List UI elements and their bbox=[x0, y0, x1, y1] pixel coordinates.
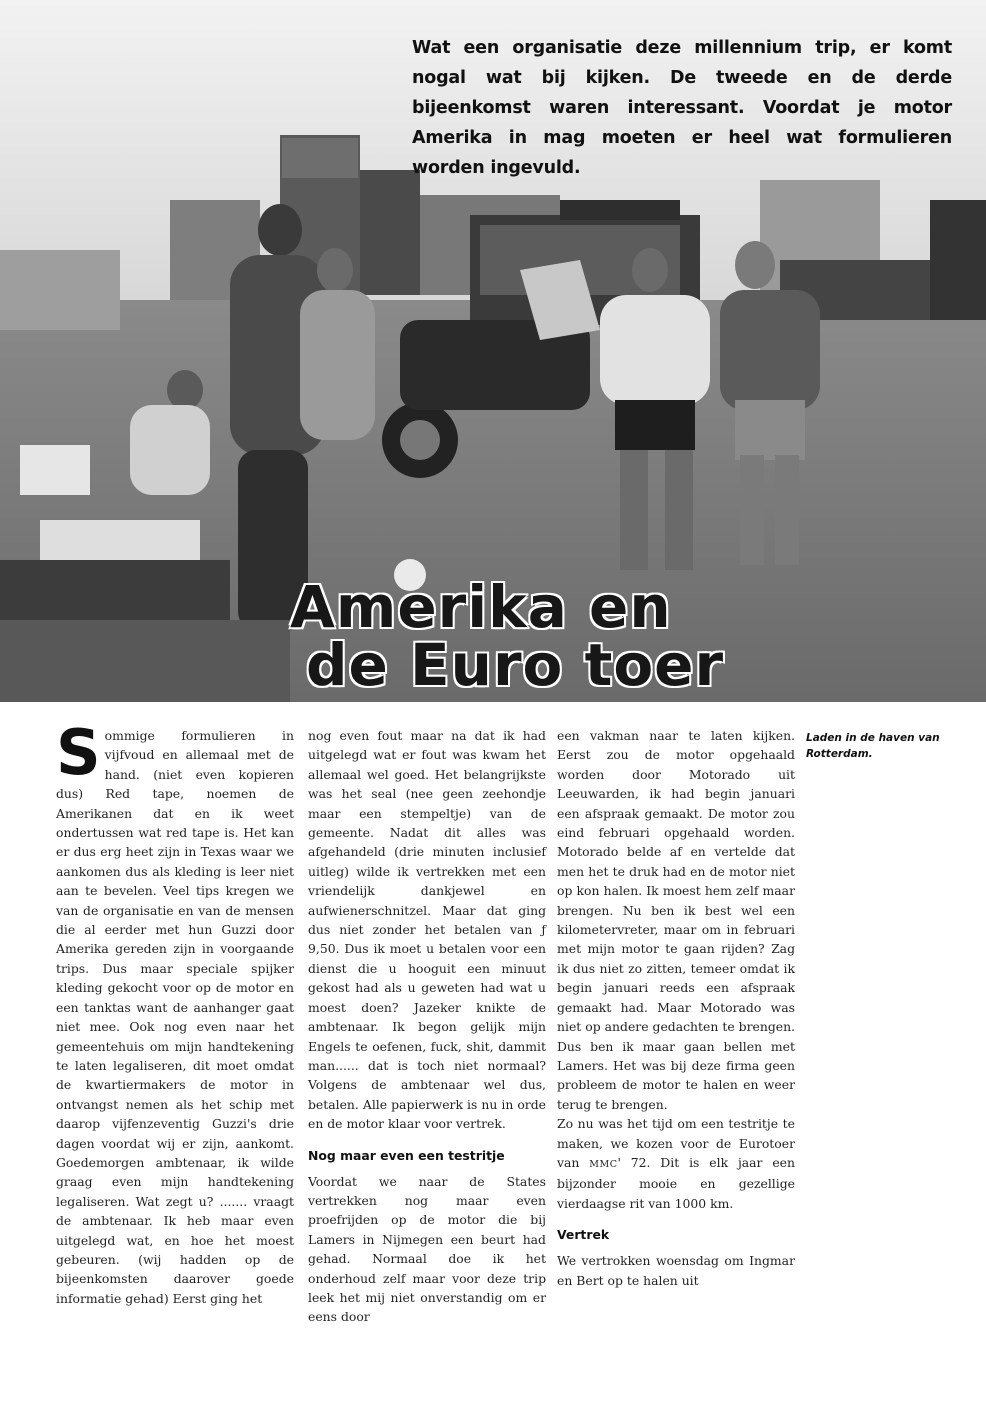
photo-caption: Laden in de haven van Rotterdam. bbox=[806, 732, 940, 760]
headline-line-1: Amerika en bbox=[290, 573, 672, 641]
article-column-2 bbox=[308, 726, 546, 1327]
intro-paragraph: Wat een organisatie deze millennium trip, er komt nogal wat bij kijken. De tweede en de derde bijeenkomst waren interessant. Voordat je motor Amerika in mag moeten er heel wat formulieren worden ingevuld. bbox=[412, 38, 952, 178]
article-column-1 bbox=[56, 716, 294, 1308]
headline-line-2: de Euro toer bbox=[306, 631, 725, 699]
club-abbreviation: MMC bbox=[589, 1158, 618, 1170]
subheading-vertrek: Vertrek bbox=[557, 1227, 610, 1243]
article-headline bbox=[290, 573, 790, 699]
article-column-3 bbox=[557, 726, 795, 1290]
drop-cap: S bbox=[56, 716, 101, 789]
column-3-paragraph-1: een vakman naar te laten kijken. Eerst zou de motor opgehaald worden door Motorado uit Leeuwarden, ik had begin januari een afspraak gemaakt. De motor zou eind februari opgehaald worden. Motorado belde af en vertelde dat men het te druk had en de motor niet op kon halen. Ik moest hem zelf maar brengen. Nu ben ik best wel een kilometervreter, maar om in februari met mijn motor te gaan rijden? Zag ik dus niet zo zitten, temeer omdat ik begin januari reeds een afspraak gemaakt had. Maar Motorado was niet op andere gedachten te brengen. Dus ben ik maar gaan bellen met Lamers. Het was bij deze firma geen probleem de motor te halen en weer terug te brengen. bbox=[557, 728, 795, 1112]
column-1-text: ommige formulieren in vijfvoud en allemaal met de hand. (niet even kopieren dus) Red tape, noemen de Amerikanen dat en ik weet ondertussen wat red tape is. Het kan er dus erg heet zijn in Texas waar we aankomen dus als kleding is leer niet aan te bevelen. Veel tips kregen we van de organisatie en van de mensen die al eerder met hun Guzzi door Amerika gereden zijn in voorgaande trips. Dus maar speciale spijker kleding gekocht voor op de motor en een tanktas want de aanhanger gaat niet mee. Ook nog even naar het gemeentehuis om mijn handtekening te laten legaliseren, dit moet omdat de kwartiermakers de motor in ontvangst nemen als het schip met daarop vijfenzeventig Guzzi's drie dagen voordat wij er zijn, aankomt. Goedemorgen ambtenaar, ik wilde graag even mijn handtekening legaliseren. Wat zegt u? ....... vraagt de ambtenaar. Ik heb maar even uitgelegd wat, en hoe het moest gebeuren. (wij hadden op de bijeenkomsten daarover goede informatie gehad) Eerst ging het bbox=[56, 728, 294, 1306]
column-1-paragraph bbox=[56, 716, 294, 1308]
column-3-text-2b: ' 72. Dit is elk jaar een bijzonder mooie en gezellige vierdaagse rit van 1000 km. bbox=[557, 1154, 795, 1211]
column-3-paragraph-3: We vertrokken woensdag om Ingmar en Bert op te halen uit bbox=[557, 1253, 795, 1288]
column-3-text-2a: Zo nu was het tijd om een testritje te maken, we kozen voor de Eurotoer van bbox=[557, 1116, 795, 1170]
column-2-paragraph-1: nog even fout maar na dat ik had uitgelegd wat er fout was kwam het allemaal wel goed. Het belangrijkste was het seal (nee geen zeehondje maar een stempeltje) van de gemeente. Nadat dit alles was afgehandeld (drie minuten inclusief uitleg) wilde ik vertrekken met een vriendelijk dankjewel en aufwienerschnitzel. Maar dat ging dus niet zonder het betalen van ƒ 9,50. Dus ik moet u betalen voor een dienst die u hooguit een minuut gekost had als u geweten had wat u moest doen? Jazeker knikte de ambtenaar. Ik begon gelijk mijn Engels te oefenen, fuck, shit, dammit man...... dat is toch niet normaal? Volgens de ambtenaar wel dus, betalen. Alle papierwerk is nu in orde en de motor klaar voor vertrek. bbox=[308, 728, 546, 1132]
column-3-paragraph-2 bbox=[557, 1114, 795, 1213]
column-2-paragraph-2: Voordat we naar de States vertrekken nog maar even proefrijden op de motor die bij Lamers in Nijmegen een beurt had gehad. Normaal doe ik het onderhoud zelf maar voor deze trip leek het mij niet onverstandig om er eens door bbox=[308, 1173, 546, 1325]
subheading-testritje: Nog maar even een testritje bbox=[308, 1147, 505, 1163]
